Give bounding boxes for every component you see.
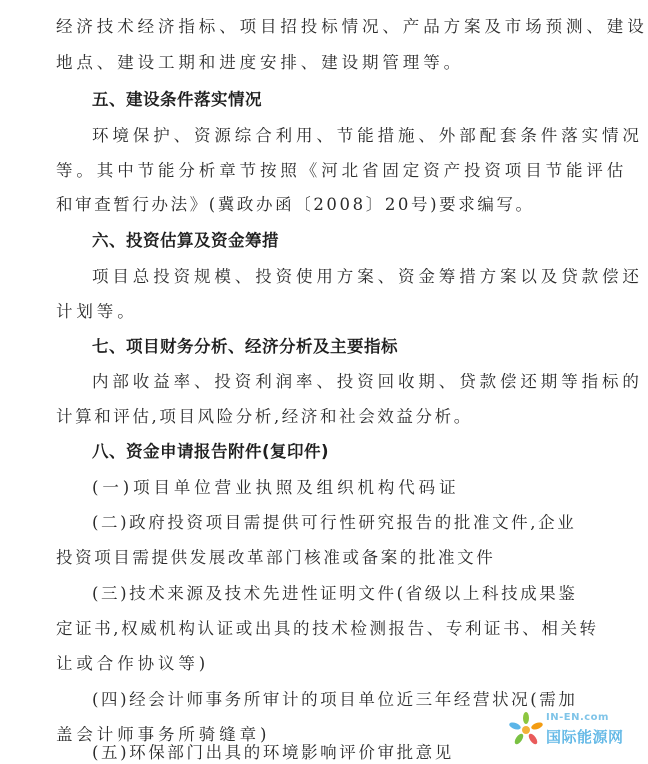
paragraph-line: 环境保护、资源综合利用、节能措施、外部配套条件落实情况 bbox=[92, 126, 643, 145]
paragraph-line: 投资项目需提供发展改革部门核准或备案的批准文件 bbox=[56, 548, 496, 567]
attachment-item-2: (二)政府投资项目需提供可行性研究报告的批准文件,企业 bbox=[92, 513, 577, 532]
paragraph-line: 让或合作协议等) bbox=[56, 654, 210, 673]
watermark-url: IN-EN.com bbox=[546, 712, 609, 723]
attachment-item-4: (四)经会计师事务所审计的项目单位近三年经营状况(需加 bbox=[92, 690, 578, 709]
paragraph-line: 经济技术经济指标、项目招投标情况、产品方案及市场预测、建设 bbox=[56, 17, 648, 36]
watermark-name: 国际能源网 bbox=[546, 728, 624, 746]
paragraph-line: 项目总投资规模、投资使用方案、资金筹措方案以及贷款偿还 bbox=[92, 267, 643, 286]
section-heading-8: 八、资金申请报告附件(复印件) bbox=[92, 442, 330, 461]
attachment-item-3: (三)技术来源及技术先进性证明文件(省级以上科技成果鉴 bbox=[92, 584, 578, 603]
paragraph-line: 内部收益率、投资利润率、投资回收期、贷款偿还期等指标的 bbox=[92, 372, 643, 391]
section-heading-6: 六、投资估算及资金筹措 bbox=[92, 231, 279, 250]
energy-leaf-icon bbox=[506, 706, 546, 756]
section-heading-7: 七、项目财务分析、经济分析及主要指标 bbox=[92, 337, 398, 356]
attachment-item-5: (五)环保部门出具的环境影响评价审批意见 bbox=[92, 743, 454, 762]
paragraph-line: 计划等。 bbox=[56, 302, 138, 321]
paragraph-line: 地点、建设工期和进度安排、建设期管理等。 bbox=[56, 53, 464, 72]
attachment-item-1: (一)项目单位营业执照及组织机构代码证 bbox=[92, 478, 460, 497]
section-heading-5: 五、建设条件落实情况 bbox=[92, 90, 262, 109]
paragraph-line: 定证书,权威机构认证或出具的技术检测报告、专利证书、相关转 bbox=[56, 619, 599, 638]
paragraph-line: 计算和评估,项目风险分析,经济和社会效益分析。 bbox=[56, 407, 473, 426]
paragraph-line: 和审查暂行办法》(冀政办函〔2008〕20号)要求编写。 bbox=[56, 195, 535, 214]
paragraph-line: 盖会计师事务所骑缝章) bbox=[56, 725, 271, 744]
paragraph-line: 等。其中节能分析章节按照《河北省固定资产投资项目节能评估 bbox=[56, 161, 628, 180]
watermark-logo bbox=[506, 706, 638, 756]
